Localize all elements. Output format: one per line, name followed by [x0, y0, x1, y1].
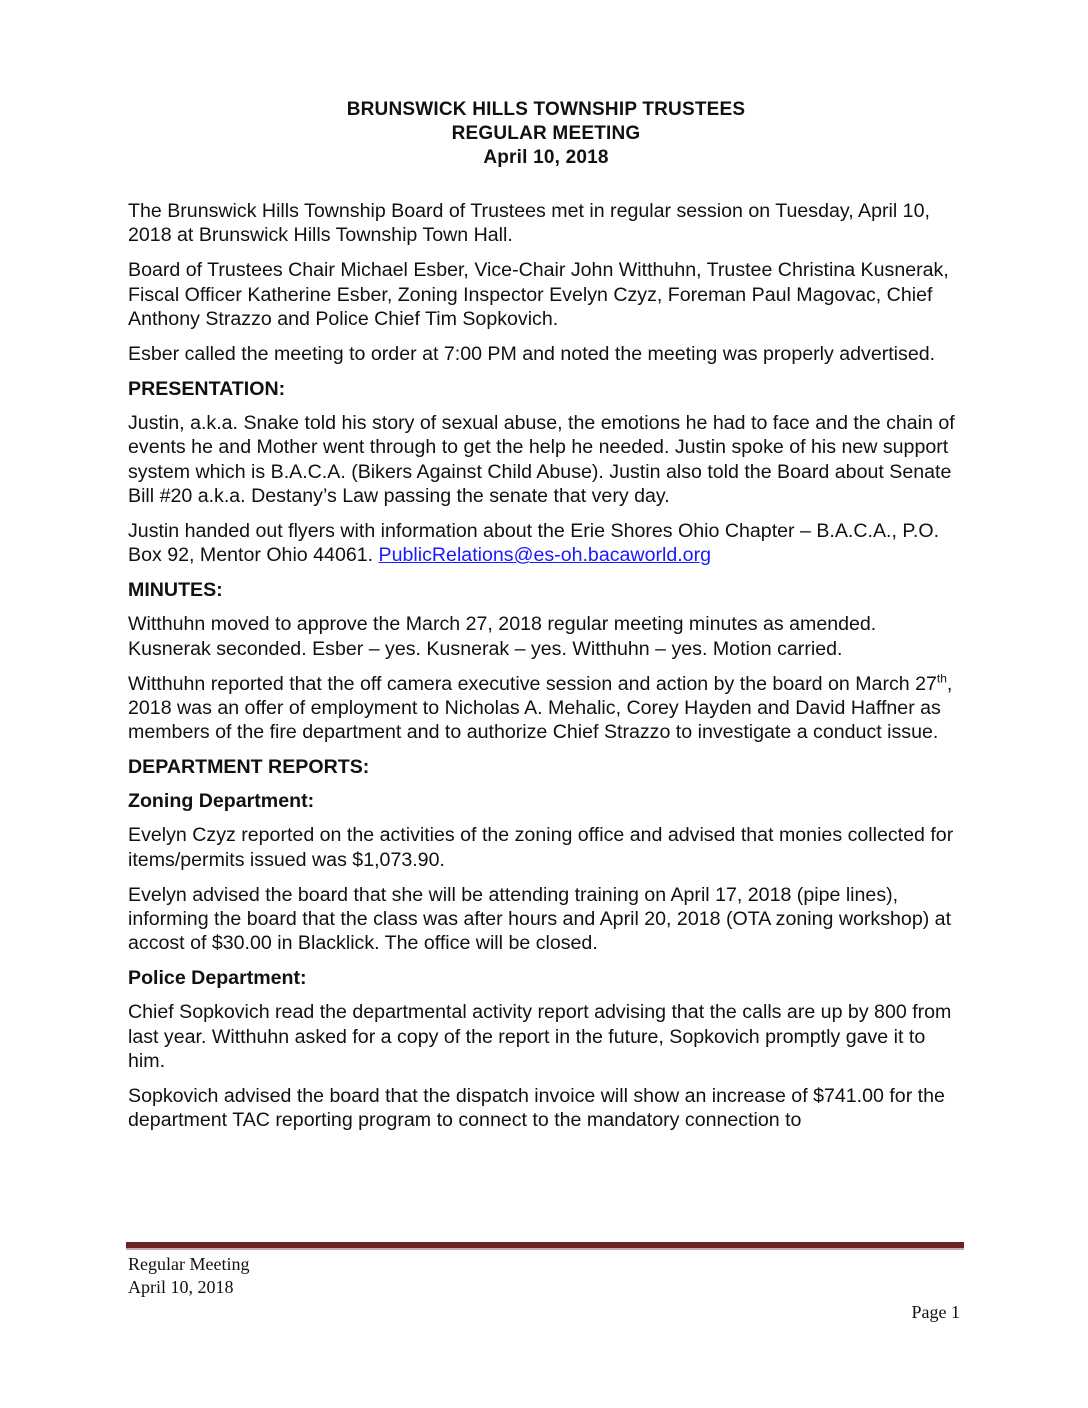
minutes-executive-text-1: Witthuhn reported that the off camera executive session and action by the board on March 27 [128, 672, 937, 695]
department-reports-heading: DEPARTMENT REPORTS: [128, 756, 370, 779]
ordinal-suffix: th [936, 671, 947, 686]
presentation-flyers-paragraph [128, 519, 964, 567]
zoning-department-heading: Zoning Department: [128, 790, 315, 813]
title-meeting-type: REGULAR MEETING [451, 123, 641, 144]
intro-session-paragraph: The Brunswick Hills Township Board of Trustees met in regular session on Tuesday, April 10, 2018 at Brunswick Hills Township Town Hall. [128, 200, 930, 247]
presentation-story-paragraph: Justin, a.k.a. Snake told his story of sexual abuse, the emotions he had to face and the chain of events he and Mother went through to get the help he needed. Justin spoke of his new support system which is B.A.C.A. (Bikers Against Child Abuse). Justin also told the Board about Senate Bill #20 a.k.a. Destany’s Law passing the senate that very day. [128, 412, 955, 507]
footer-meeting-type: Regular Meeting [128, 1254, 250, 1274]
page-number: Page 1 [911, 1302, 960, 1322]
presentation-heading: PRESENTATION: [128, 378, 286, 401]
minutes-executive-text-2: , 2018 was an offer of employment to Nicholas A. Mehalic, Corey Hayden and David Haffner as members of the fire department and to authorize Chief Strazzo to investigate a conduct issue. [128, 672, 953, 744]
email-link[interactable]: PublicRelations@es-oh.bacaworld.org [378, 544, 712, 567]
zoning-training-paragraph: Evelyn advised the board that she will be attending training on April 17, 2018 (pipe lines), informing the board that the class was after hours and April 20, 2018 (OTA zoning workshop) at accost of $30.00 in Blacklick. The office will be closed. [128, 883, 952, 955]
footer-date: April 10, 2018 [128, 1277, 234, 1297]
document-body [128, 199, 964, 1143]
footer-divider [126, 1242, 964, 1250]
intro-attendees-paragraph: Board of Trustees Chair Michael Esber, Vice-Chair John Witthuhn, Trustee Christina Kusnerak, Fiscal Officer Katherine Esber, Zoning Inspector Evelyn Czyz, Foreman Paul Magovac, Chief Anthony Strazzo and Police Chief Tim Sopkovich. [128, 259, 949, 330]
minutes-approval-paragraph: Witthuhn moved to approve the March 27, 2018 regular meeting minutes as amended. Kusnerak seconded. Esber – yes. Kusnerak – yes. Witthuhn – yes. Motion carried. [128, 613, 877, 660]
footer-meeting-info [128, 1253, 249, 1299]
minutes-executive-session-paragraph [128, 672, 964, 745]
intro-call-to-order-paragraph: Esber called the meeting to order at 7:00 PM and noted the meeting was properly advertised. [128, 343, 936, 366]
minutes-heading: MINUTES: [128, 579, 223, 602]
zoning-monies-paragraph: Evelyn Czyz reported on the activities of the zoning office and advised that monies collected for items/permits issued was $1,073.90. [128, 824, 954, 871]
police-activity-paragraph: Chief Sopkovich read the departmental activity report advising that the calls are up by 800 from last year. Witthuhn asked for a copy of the report in the future, Sopkovich promptly gave it to him. [128, 1001, 952, 1072]
presentation-flyers-text: Justin handed out flyers with information about the Erie Shores Ohio Chapter – B.A.C.A., P.O. Box 92, Mentor Ohio 44061. [128, 520, 940, 567]
police-dispatch-paragraph: Sopkovich advised the board that the dispatch invoice will show an increase of $741.00 for the department TAC reporting program to connect to the mandatory connection to [128, 1085, 945, 1132]
document-title [128, 98, 964, 170]
title-org: BRUNSWICK HILLS TOWNSHIP TRUSTEES [346, 99, 746, 120]
police-department-heading: Police Department: [128, 967, 307, 990]
title-date: April 10, 2018 [483, 147, 609, 168]
